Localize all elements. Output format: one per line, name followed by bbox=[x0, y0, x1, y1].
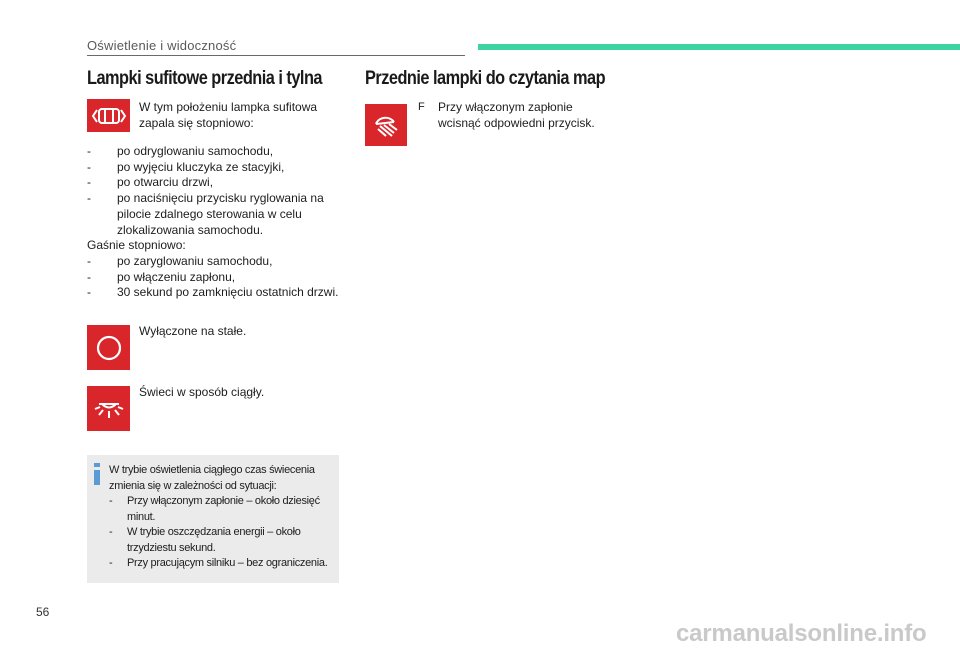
conditions-list bbox=[87, 144, 339, 301]
list-item: - po odryglowaniu samochodu, bbox=[87, 144, 339, 160]
door-mode-text: W tym położeniu lampka sufitowa zapala się stopniowo: bbox=[139, 100, 318, 130]
circle-off-icon bbox=[87, 325, 130, 370]
running-header: Oświetlenie i widoczność bbox=[87, 38, 237, 53]
header-accent-bar bbox=[478, 44, 960, 50]
left-section-title: Lampki sufitowe przednia i tylna bbox=[87, 68, 322, 89]
ceiling-light-on-icon bbox=[87, 386, 130, 431]
list-item: - W trybie oszczędzania energii – około trzydziestu sekund. bbox=[109, 525, 337, 556]
list-item: - po zaryglowaniu samochodu, bbox=[87, 254, 339, 270]
watermark: carmanualsonline.info bbox=[676, 620, 927, 647]
list-item: - po otwarciu drzwi, bbox=[87, 175, 339, 191]
map-lamp-instruction bbox=[418, 99, 618, 131]
right-section-title: Przednie lampki do czytania map bbox=[365, 68, 606, 89]
list-item: - 30 sekund po zamknięciu ostatnich drzwi. bbox=[87, 285, 339, 301]
list-item: - Przy pracującym silniku – bez ograniczenia. bbox=[109, 556, 337, 572]
info-icon bbox=[93, 463, 101, 485]
fade-label: Gaśnie stopniowo: bbox=[87, 238, 186, 253]
header-rule bbox=[87, 55, 465, 56]
list-item: - po naciśnięciu przycisku ryglowania na pilocie zdalnego sterowania w celu zlokalizowania samochodu. bbox=[87, 191, 339, 238]
note-list bbox=[109, 494, 337, 572]
list-item: - po wyjęciu kluczyka ze stacyjki, bbox=[87, 160, 339, 176]
map-reading-lamp-icon bbox=[365, 104, 407, 146]
info-note bbox=[87, 455, 339, 583]
on-mode-text: Świeci w sposób ciągły. bbox=[139, 385, 265, 399]
off-mode-text: Wyłączone na stałe. bbox=[139, 324, 247, 338]
map-lamp-text: Przy włączonym zapłonie wcisnąć odpowiedni przycisk. bbox=[438, 100, 595, 130]
bullet-marker: F bbox=[418, 101, 425, 113]
note-body bbox=[109, 463, 337, 572]
door-mode-icon bbox=[87, 99, 130, 132]
page-number: 56 bbox=[36, 605, 50, 619]
note-intro: W trybie oświetlenia ciągłego czas świecenia zmienia się w zależności od sytuacji: bbox=[109, 464, 315, 492]
list-item: - Przy włączonym zapłonie – około dziesięć minut. bbox=[109, 494, 337, 525]
list-item: - po włączeniu zapłonu, bbox=[87, 270, 339, 286]
